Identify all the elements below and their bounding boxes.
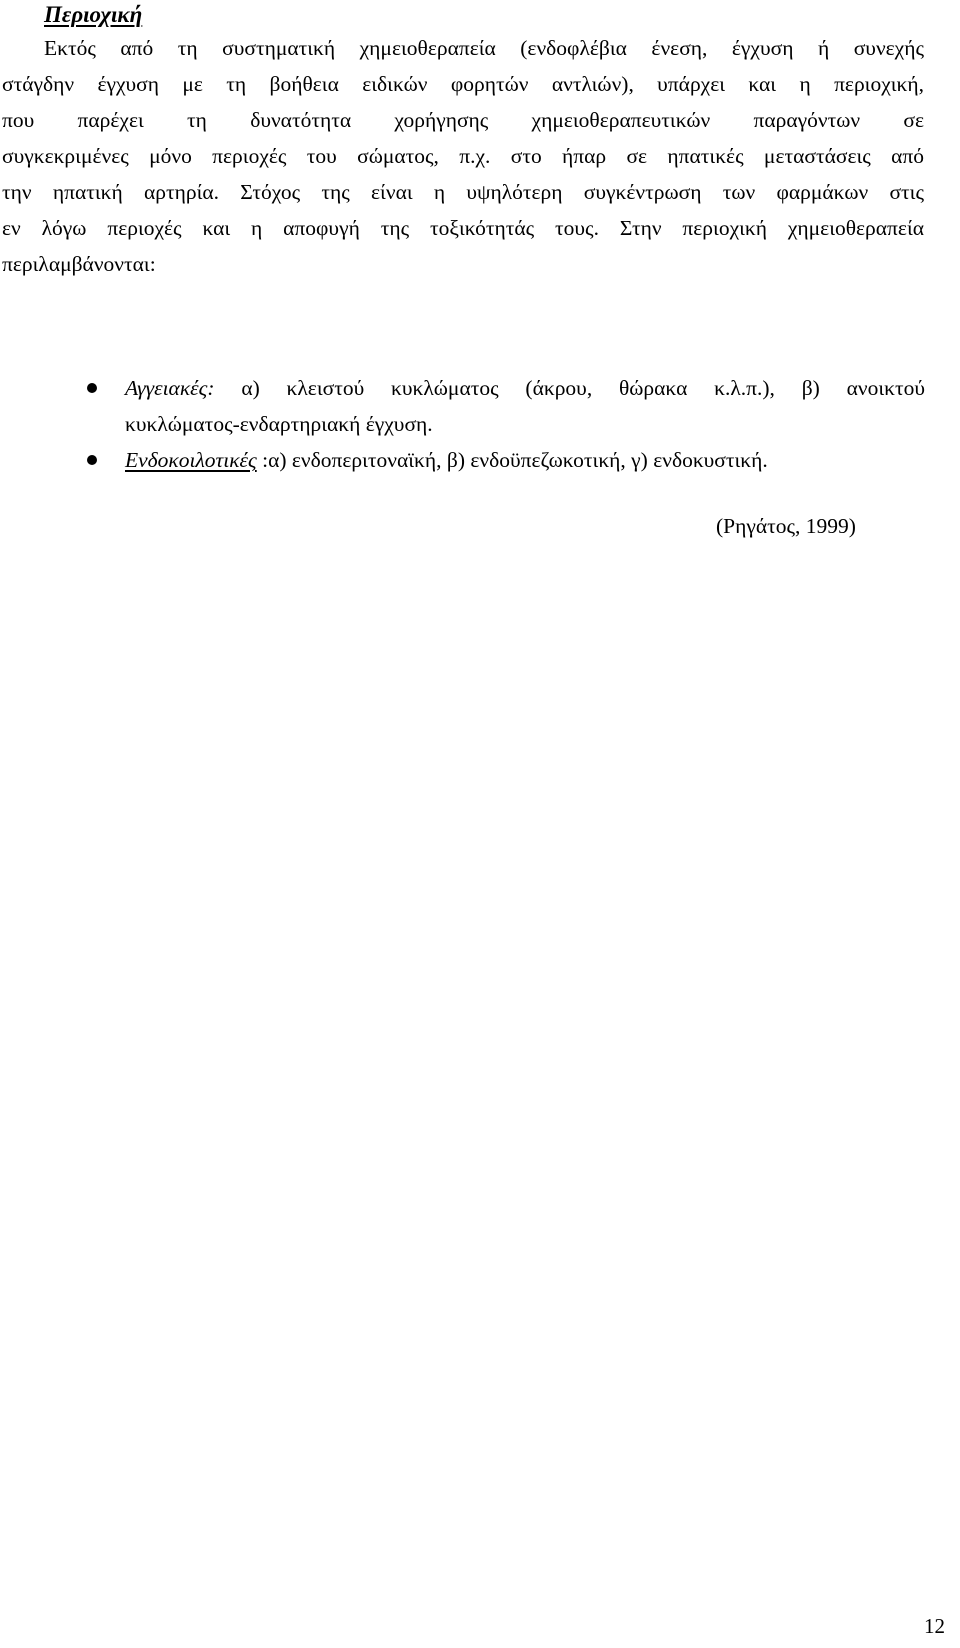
page-number: 12 (924, 1614, 945, 1638)
term-intracavitary: Ενδοκοιλοτικές (125, 448, 257, 472)
list-item-line (125, 442, 925, 478)
paragraph-line: την ηπατική αρτηρία. Στόχος της είναι η υψηλότερη συγκέντρωση των φαρμάκων στις (2, 180, 924, 204)
list-item-intracavitary (0, 442, 925, 478)
paragraph-line: συγκεκριμένες μόνο περιοχές του σώματος, π.χ. στο ήπαρ σε ηπατικές μεταστάσεις από (2, 144, 924, 168)
paragraph-line: που παρέχει τη δυνατότητα χορήγησης χημειοθεραπευτικών παραγόντων σε (2, 108, 924, 132)
section-heading: Περιοχική (44, 2, 143, 27)
paragraph-line: στάγδην έγχυση με τη βοήθεια ειδικών φορητών αντλιών), υπάρχει και η περιοχική, (2, 72, 924, 96)
paragraph-line: περιλαμβάνονται: (2, 252, 156, 276)
list-item-vascular (0, 370, 925, 442)
bullet-list (0, 370, 960, 478)
list-item-line: κυκλώματος-ενδαρτηριακή έγχυση. (125, 412, 433, 436)
paragraph-line: Εκτός από τη συστηματική χημειοθεραπεία (ενδοφλέβια ένεση, έγχυση ή συνεχής (44, 36, 924, 60)
bullet-icon (87, 455, 97, 465)
list-item-line (125, 370, 925, 406)
citation: (Ρηγάτος, 1999) (716, 514, 856, 538)
term-vascular: Αγγειακές: (125, 376, 215, 400)
body-paragraph (2, 30, 924, 282)
bullet-icon (87, 383, 97, 393)
list-item-text: α) κλειστού κυκλώματος (άκρου, θώρακα κ.λ.π.), β) ανοικτού (214, 376, 925, 400)
list-item-text: :α) ενδοπεριτοναϊκή, β) ενδοϋπεζωκοτική, γ) ενδοκυστική. (256, 448, 768, 472)
paragraph-line: εν λόγω περιοχές και η αποφυγή της τοξικότητάς τους. Στην περιοχική χημειοθεραπεία (2, 216, 924, 240)
